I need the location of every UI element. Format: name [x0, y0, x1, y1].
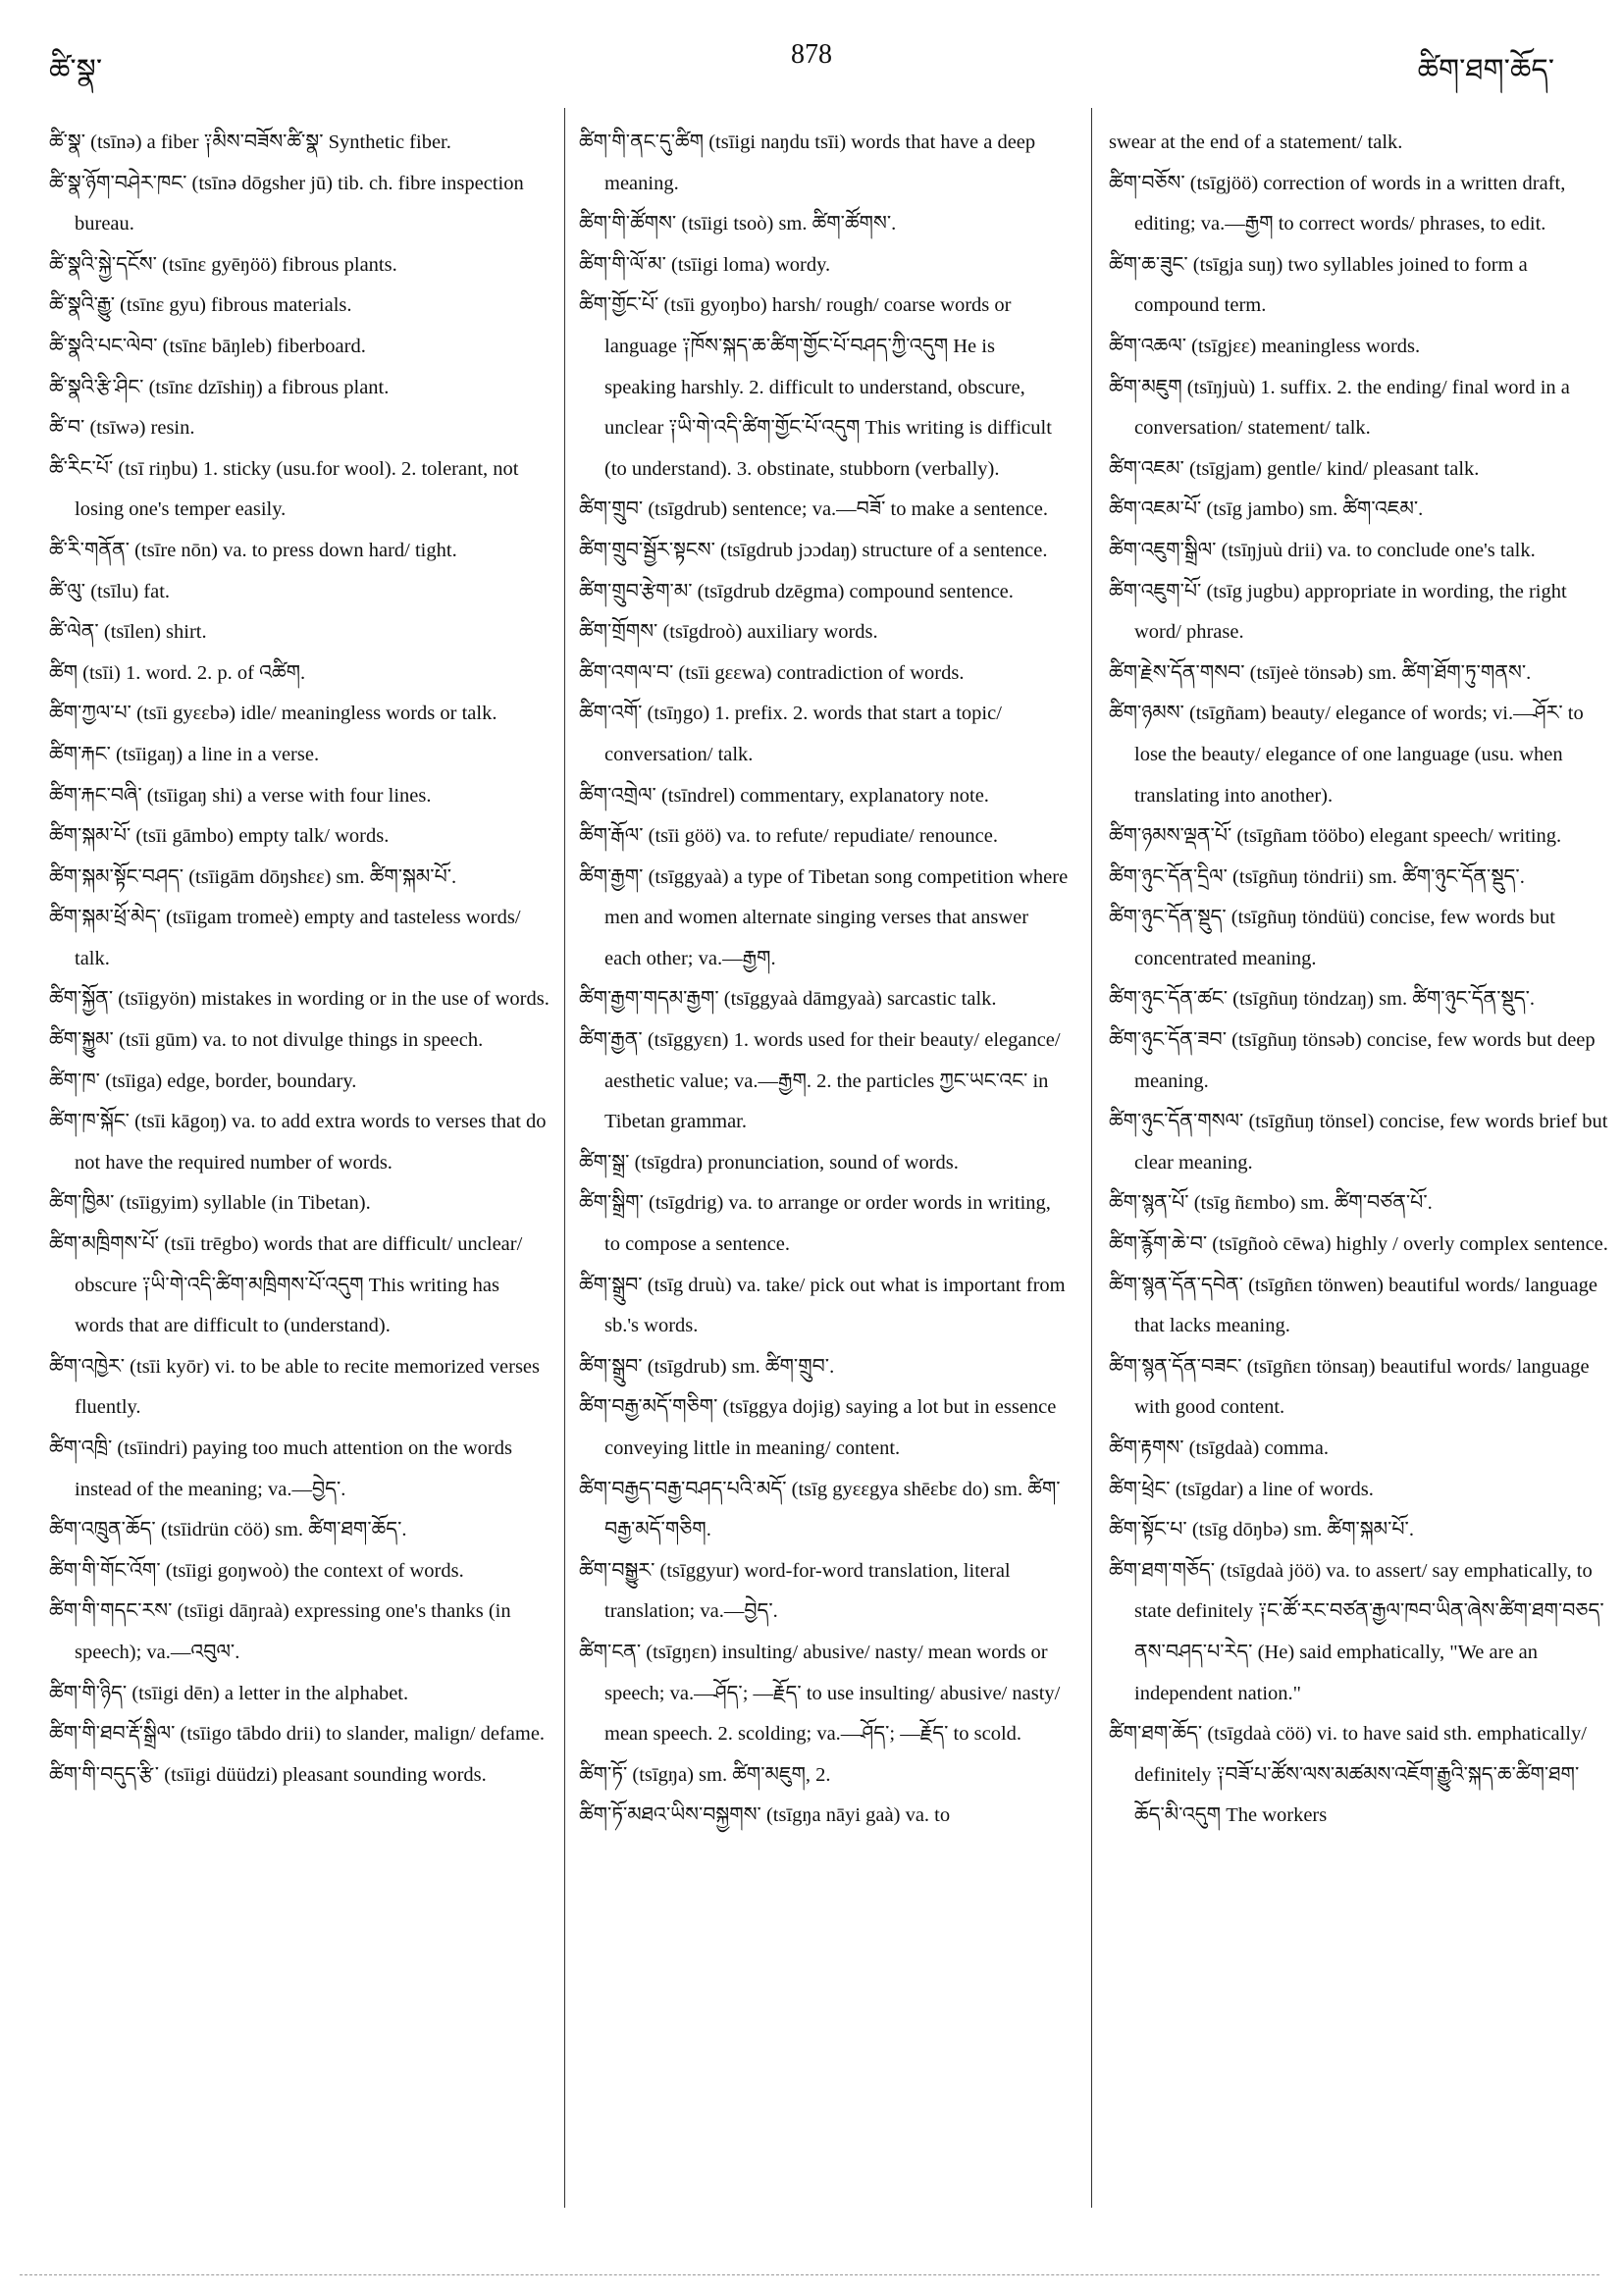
dictionary-entry: ཚིག་གྱོང་པོ་ (tsīi gyoŋbo) harsh/ rough/ coarse words or language ༑ཁོས་སྐད་ཆ་ཚིག་གྱོང་པོ་བཤད་ཀྱི་འདུག He is speaking harshly. 2. difficult to understand, obscure, unclear ༑ཡི་གེ་འདི་ཚིག་གྱོང་པོ་འདུག This writing is difficult (to understand). 3. obstinate, stubborn (verbally). — [579, 294, 1052, 480]
dictionary-entry: ཚིག་འགོ་ (tsīŋgo) 1. prefix. 2. words that start a topic/ conversation/ talk. — [579, 703, 1002, 765]
dictionary-entry: ཚིག་གི་ལོ་མ་ (tsīigi loma) wordy. — [579, 253, 831, 276]
dictionary-entry: ཚིག་འཁྲུན་ཆོད་ (tsīidrün cöö) sm. ཚིག་ཐག་ཆོད་. — [49, 1519, 407, 1541]
dictionary-entry: ཚིག་གི་ཐབ་རྡོ་སྒྲིལ་ (tsīigo tābdo drii) to slander, malign/ defame. — [49, 1723, 546, 1746]
dictionary-entry: ཚིག་སྐམ་ཕྲོ་མེད་ (tsīigam tromeè) empty and tasteless words/ talk. — [49, 907, 521, 969]
dictionary-entry: ཚིག་ཉམས་ལྡན་པོ་ (tsīgñam tööbo) elegant speech/ writing. — [1109, 825, 1562, 848]
dictionary-entry: ཚིག་ཉུང་དོན་དྲིལ་ (tsīgñuŋ töndrii) sm. ཚིག་ཉུང་དོན་སྡུད་. — [1109, 865, 1525, 888]
running-head-left: ཚི་སྣ་ — [49, 54, 103, 86]
dictionary-entry: ཚིག (tsīi) 1. word. 2. p. of འཚིག. — [49, 661, 306, 684]
dictionary-entry: ཚིག་སྐྱུམ་ (tsīi gūm) va. to not divulge things in speech. — [49, 1029, 484, 1052]
column-3 — [1109, 123, 1609, 1837]
dictionary-entry: ཚིག་གི་ཉིད་ (tsīigi dēn) a letter in the alphabet. — [49, 1682, 409, 1704]
dictionary-entry: ཚིག་ཉུང་དོན་ཟབ་ (tsīgñuŋ tönsəb) concise, few words but deep meaning. — [1109, 1029, 1596, 1092]
dictionary-entry: ཚིག་གྲུབ་རྩེག་མ་ (tsīgdrub dzēgma) compound sentence. — [579, 580, 1014, 602]
dictionary-entry: ཚིག་ཐག་ཆོད་ (tsīgdaà cöö) vi. to have said sth. emphatically/ definitely ༑བཟོ་པ་ཚོས་ལས་མཚམས་འཇོག་རྒྱུའི་སྐད་ཆ་ཚིག་ཐག་ཆོད་མི་འདུག The workers — [1109, 1723, 1587, 1827]
dictionary-entry: ཚིག་རྗེས་དོན་གསབ་ (tsījeè tönsəb) sm. ཚིག་ཐོག་ཏུ་གནས་. — [1109, 661, 1532, 684]
dictionary-entry: ཚིག་བརྒྱ་མདོ་གཅིག་ (tsīggya dojig) saying a lot but in essence conveying little in meaning/ content. — [579, 1396, 1057, 1459]
dictionary-entry: ཚི་སྣའི་རྒྱུ་ (tsīnε gyu) fibrous materials. — [49, 294, 352, 317]
dictionary-entry: ཚིག་རྒྱག་གདམ་རྒྱག་ (tsīggyaà dāmgyaà) sarcastic talk. — [579, 988, 997, 1011]
dictionary-entry: ཚི་ལུ་ (tsīlu) fat. — [49, 580, 171, 602]
dictionary-entry: ཚིག་སྒྲུབ་ (tsīgdrub) sm. ཚིག་གྲུབ་. — [579, 1355, 835, 1378]
dictionary-entry: ཚིག་སྟོང་པ་ (tsīg dōŋbə) sm. ཚིག་སྐམ་པོ་. — [1109, 1519, 1414, 1541]
dictionary-entry: ཚི་སྣ་ (tsīnə) a fiber ༑མིས་བཟོས་ཚི་སྣ་ Synthetic fiber. — [49, 131, 451, 153]
dictionary-entry: ཚིག་ཉུང་དོན་གསལ་ (tsīgñuŋ tönsel) concise, few words brief but clear meaning. — [1109, 1111, 1608, 1174]
dictionary-entry: ཚིག་ཏོ་ (tsīgŋa) sm. ཚིག་མཇུག, 2. — [579, 1763, 831, 1786]
dictionary-entry: ཚིག་འགྲེལ་ (tsīndrel) commentary, explanatory note. — [579, 784, 989, 807]
dictionary-entry: ཚིག་སྒྲུབ་ (tsīg druù) va. take/ pick out what is important from sb.'s words. — [579, 1274, 1066, 1337]
dictionary-entry: ཚི་སྣའི་པང་ལེབ་ (tsīnε bāŋleb) fiberboard. — [49, 335, 366, 357]
dictionary-entry: ཚིག་སྒྲ་ (tsīgdra) pronunciation, sound of words. — [579, 1151, 959, 1174]
dictionary-entry: ཚིག་འཁྲི་ (tsīindri) paying too much attention on the words instead of the meaning; va.—བྱེད་. — [49, 1437, 512, 1500]
column-1 — [49, 123, 550, 1796]
column-divider — [1091, 108, 1092, 2208]
column-divider — [564, 108, 565, 2208]
dictionary-entry: ཚིག་ཐག་གཅོད་ (tsīgdaà jöö) va. to assert/ say emphatically, to state definitely ༑ང་ཚོ་རང་བཙན་རྒྱལ་ཁབ་ཡིན་ཞེས་ཚིག་ཐག་བཅད་ནས་བཤད་པ་རེད་ (He) said emphatically, "We are an independent nation." — [1109, 1559, 1604, 1704]
dictionary-entry: ཚིག་ཉམས་ (tsīgñam) beauty/ elegance of words; vi.—ཤོར་ to lose the beauty/ elegance of one language (usu. when translating into another). — [1109, 703, 1584, 807]
dictionary-entry: ཚིག་བརྒྱད་བརྒྱ་བཤད་པའི་མདོ་ (tsīg gyεεgya shēεbε do) sm. ཚིག་བརྒྱ་མདོ་གཅིག. — [579, 1478, 1061, 1541]
dictionary-entry: ཚིག་འཇུག་སྒྲིལ་ (tsīŋjuù drii) va. to conclude one's talk. — [1109, 539, 1536, 561]
page-number: 878 — [791, 39, 832, 70]
dictionary-entry: ཚིག་མཇུག (tsīŋjuù) 1. suffix. 2. the ending/ final word in a conversation/ statement/ talk. — [1109, 376, 1570, 440]
dictionary-entry: ཚིག་སྐམ་པོ་ (tsīi gāmbo) empty talk/ words. — [49, 825, 390, 848]
dictionary-entry: ཚི་རིང་པོ་ (tsī riŋbu) 1. sticky (usu.for wool). 2. tolerant, not losing one's temper easily. — [49, 457, 519, 521]
dictionary-entry: ཚིག་ཁ་ (tsīiga) edge, border, boundary. — [49, 1070, 357, 1092]
dictionary-entry: ཚིག་རྙོག་ཆེ་བ་ (tsīgñoò cēwa) highly / overly complex sentence. — [1109, 1233, 1608, 1256]
dictionary-entry: ཚིག་སྙན་དོན་བཟང་ (tsīgñεn tönsaŋ) beautiful words/ language with good content. — [1109, 1355, 1590, 1419]
bottom-edge-line — [20, 2274, 1599, 2275]
running-head-right: ཚིག་ཐག་ཆོད་ — [1417, 54, 1554, 86]
dictionary-entry: ཚིག་འཆལ་ (tsīgjεε) meaningless words. — [1109, 335, 1421, 357]
dictionary-entry: ཚིག་སྙན་དོན་དབེན་ (tsīgñεn tönwen) beautiful words/ language that lacks meaning. — [1109, 1274, 1597, 1337]
dictionary-entry: ཚིག་གི་གདང་རས་ (tsīigi dāŋraà) expressing one's thanks (in speech); va.—འབུལ་. — [49, 1600, 511, 1663]
dictionary-entry: ཚིག་གྲུབ་སྦྱོར་སྟངས་ (tsīgdrub jɔɔdaŋ) structure of a sentence. — [579, 539, 1048, 561]
dictionary-entry: ཚིག་འཁྱེར་ (tsīi kyōr) vi. to be able to recite memorized verses fluently. — [49, 1355, 541, 1419]
dictionary-entry: ཚིག་ངན་ (tsīgŋεn) insulting/ abusive/ nasty/ mean words or speech; va.—ཤོད་; —རྗོད་ to use insulting/ abusive/ nasty/ mean speech. 2. scolding; va.—ཤོད་; —རྗོད་ to scold. — [579, 1641, 1061, 1746]
dictionary-entry: ཚིག་འཇམ་པོ་ (tsīg jambo) sm. ཚིག་འཇམ་. — [1109, 498, 1424, 521]
dictionary-entry: ཚིག་རྐང་བཞི་ (tsīigaŋ shi) a verse with four lines. — [49, 784, 432, 807]
dictionary-entry: ཚིག་ཏོ་མཐའ་ཡིས་བསྐྱགས་ (tsīgŋa nāyi gaà) va. to — [579, 1804, 951, 1827]
dictionary-entry: ཚིག་སྐམ་སྟོང་བཤད་ (tsīigām dōŋshεε) sm. ཚིག་སྐམ་པོ་. — [49, 865, 457, 888]
dictionary-entry: ཚིག་རྐང་ (tsīigaŋ) a line in a verse. — [49, 743, 320, 765]
dictionary-entry: ཚིག་གི་གོང་འོག་ (tsīigi goŋwoò) the context of words. — [49, 1559, 464, 1582]
dictionary-entry: ཚིག་གི་ནང་དུ་ཚིག (tsīigi naŋdu tsīi) words that have a deep meaning. — [579, 131, 1036, 194]
dictionary-entry: ཚི་སྣ་ཉོག་བཤེར་ཁང་ (tsīnə dōgsher jū) tib. ch. fibre inspection bureau. — [49, 172, 524, 235]
dictionary-entry: ཚིག་སྙན་པོ་ (tsīg ñεmbo) sm. ཚིག་བཙན་པོ་. — [1109, 1192, 1433, 1215]
dictionary-entry: ཚིག་བསྒྱུར་ (tsīggyur) word-for-word translation, literal translation; va.—བྱེད་. — [579, 1559, 1011, 1623]
dictionary-entry: ཚིག་འཇམ་ (tsīgjam) gentle/ kind/ pleasant talk. — [1109, 457, 1480, 480]
dictionary-entry: ཚིག་ཕྲེང་ (tsīgdar) a line of words. — [1109, 1478, 1374, 1500]
dictionary-entry: ཚི་སྣའི་སྐྱེ་དངོས་ (tsīnε gyēŋöö) fibrous plants. — [49, 253, 397, 276]
dictionary-entry: ཚིག་གི་བདུད་རྩི་ (tsīigi düüdzi) pleasant sounding words. — [49, 1763, 487, 1786]
dictionary-entry: ཚིག་རྟགས་ (tsīgdaà) comma. — [1109, 1437, 1329, 1459]
dictionary-entry: ཚིག་གི་ཚོགས་ (tsīigi tsoò) sm. ཚིག་ཚོགས་. — [579, 213, 897, 235]
dictionary-entry: ཚིག་གྲོགས་ (tsīgdroò) auxiliary words. — [579, 621, 878, 644]
dictionary-entry: ཚིག་འགལ་བ་ (tsīi gεεwa) contradiction of words. — [579, 661, 965, 684]
dictionary-entry: ཚིག་ཀྱལ་པ་ (tsīi gyεεbə) idle/ meaningless words or talk. — [49, 703, 497, 725]
dictionary-entry: ཚིག་བཅོས་ (tsīgjöö) correction of words in a written draft, editing; va.—རྒྱག to correct words/ phrases, to edit. — [1109, 172, 1566, 235]
dictionary-entry: ཚི་རི་གནོན་ (tsīre nōn) va. to press down hard/ tight. — [49, 539, 457, 561]
dictionary-entry: ཚིག་ཉུང་དོན་སྡུད་ (tsīgñuŋ töndüü) concise, few words but concentrated meaning. — [1109, 907, 1555, 969]
dictionary-entry: ཚིག་རྒྱན་ (tsīggyεn) 1. words used for their beauty/ elegance/ aesthetic value; va.—རྒྱག. 2. the particles ཀྱང་ཡང་འང་ in Tibetan grammar. — [579, 1029, 1061, 1133]
dictionary-entry: ཚིག་ཁ་སྐོང་ (tsīi kāgoŋ) va. to add extra words to verses that do not have the required number of words. — [49, 1111, 547, 1174]
dictionary-entry: ཚིག་སྐྱོན་ (tsīigyön) mistakes in wording or in the use of words. — [49, 988, 550, 1011]
dictionary-entry: ཚིག་ཉུང་དོན་ཚང་ (tsīgñuŋ töndzaŋ) sm. ཚིག་ཉུང་དོན་སྡུད་. — [1109, 988, 1536, 1011]
column-2 — [579, 123, 1070, 1837]
dictionary-entry: swear at the end of a statement/ talk. — [1109, 131, 1403, 153]
dictionary-entry: ཚིག་འཇུག་པོ་ (tsīg jugbu) appropriate in wording, the right word/ phrase. — [1109, 580, 1567, 644]
dictionary-entry: ཚི་བ་ (tsīwə) resin. — [49, 417, 195, 440]
dictionary-entry: ཚིག་གྲུབ་ (tsīgdrub) sentence; va.—བཟོ་ to make a sentence. — [579, 498, 1049, 521]
dictionary-entry: ཚིག་ཆ་ཟུང་ (tsīgja suŋ) two syllables joined to form a compound term. — [1109, 253, 1528, 317]
dictionary-entry: ཚིག་རྒྱག་ (tsīggyaà) a type of Tibetan song competition where men and women alternate singing verses that answer each other; va.—རྒྱག. — [579, 865, 1069, 969]
dictionary-entry: ཚིག་ཁྱིམ་ (tsīigyim) syllable (in Tibetan). — [49, 1192, 371, 1215]
dictionary-entry: ཚིག་རྒོལ་ (tsīi göö) va. to refute/ repudiate/ renounce. — [579, 825, 998, 848]
dictionary-entry: ཚི་སྣའི་རྩི་ཤིང་ (tsīnε dzīshiŋ) a fibrous plant. — [49, 376, 390, 398]
dictionary-entry: ཚིག་སྒྲིག་ (tsīgdrig) va. to arrange or order words in writing, to compose a sentence. — [579, 1192, 1051, 1256]
dictionary-entry: ཚི་ལེན་ (tsīlen) shirt. — [49, 621, 207, 644]
dictionary-entry: ཚིག་མཁྲིགས་པོ་ (tsīi trēgbo) words that are difficult/ unclear/ obscure ༑ཡི་གེ་འདི་ཚིག་མཁྲིགས་པོ་འདུག This writing has words that are difficult to (understand). — [49, 1233, 523, 1337]
